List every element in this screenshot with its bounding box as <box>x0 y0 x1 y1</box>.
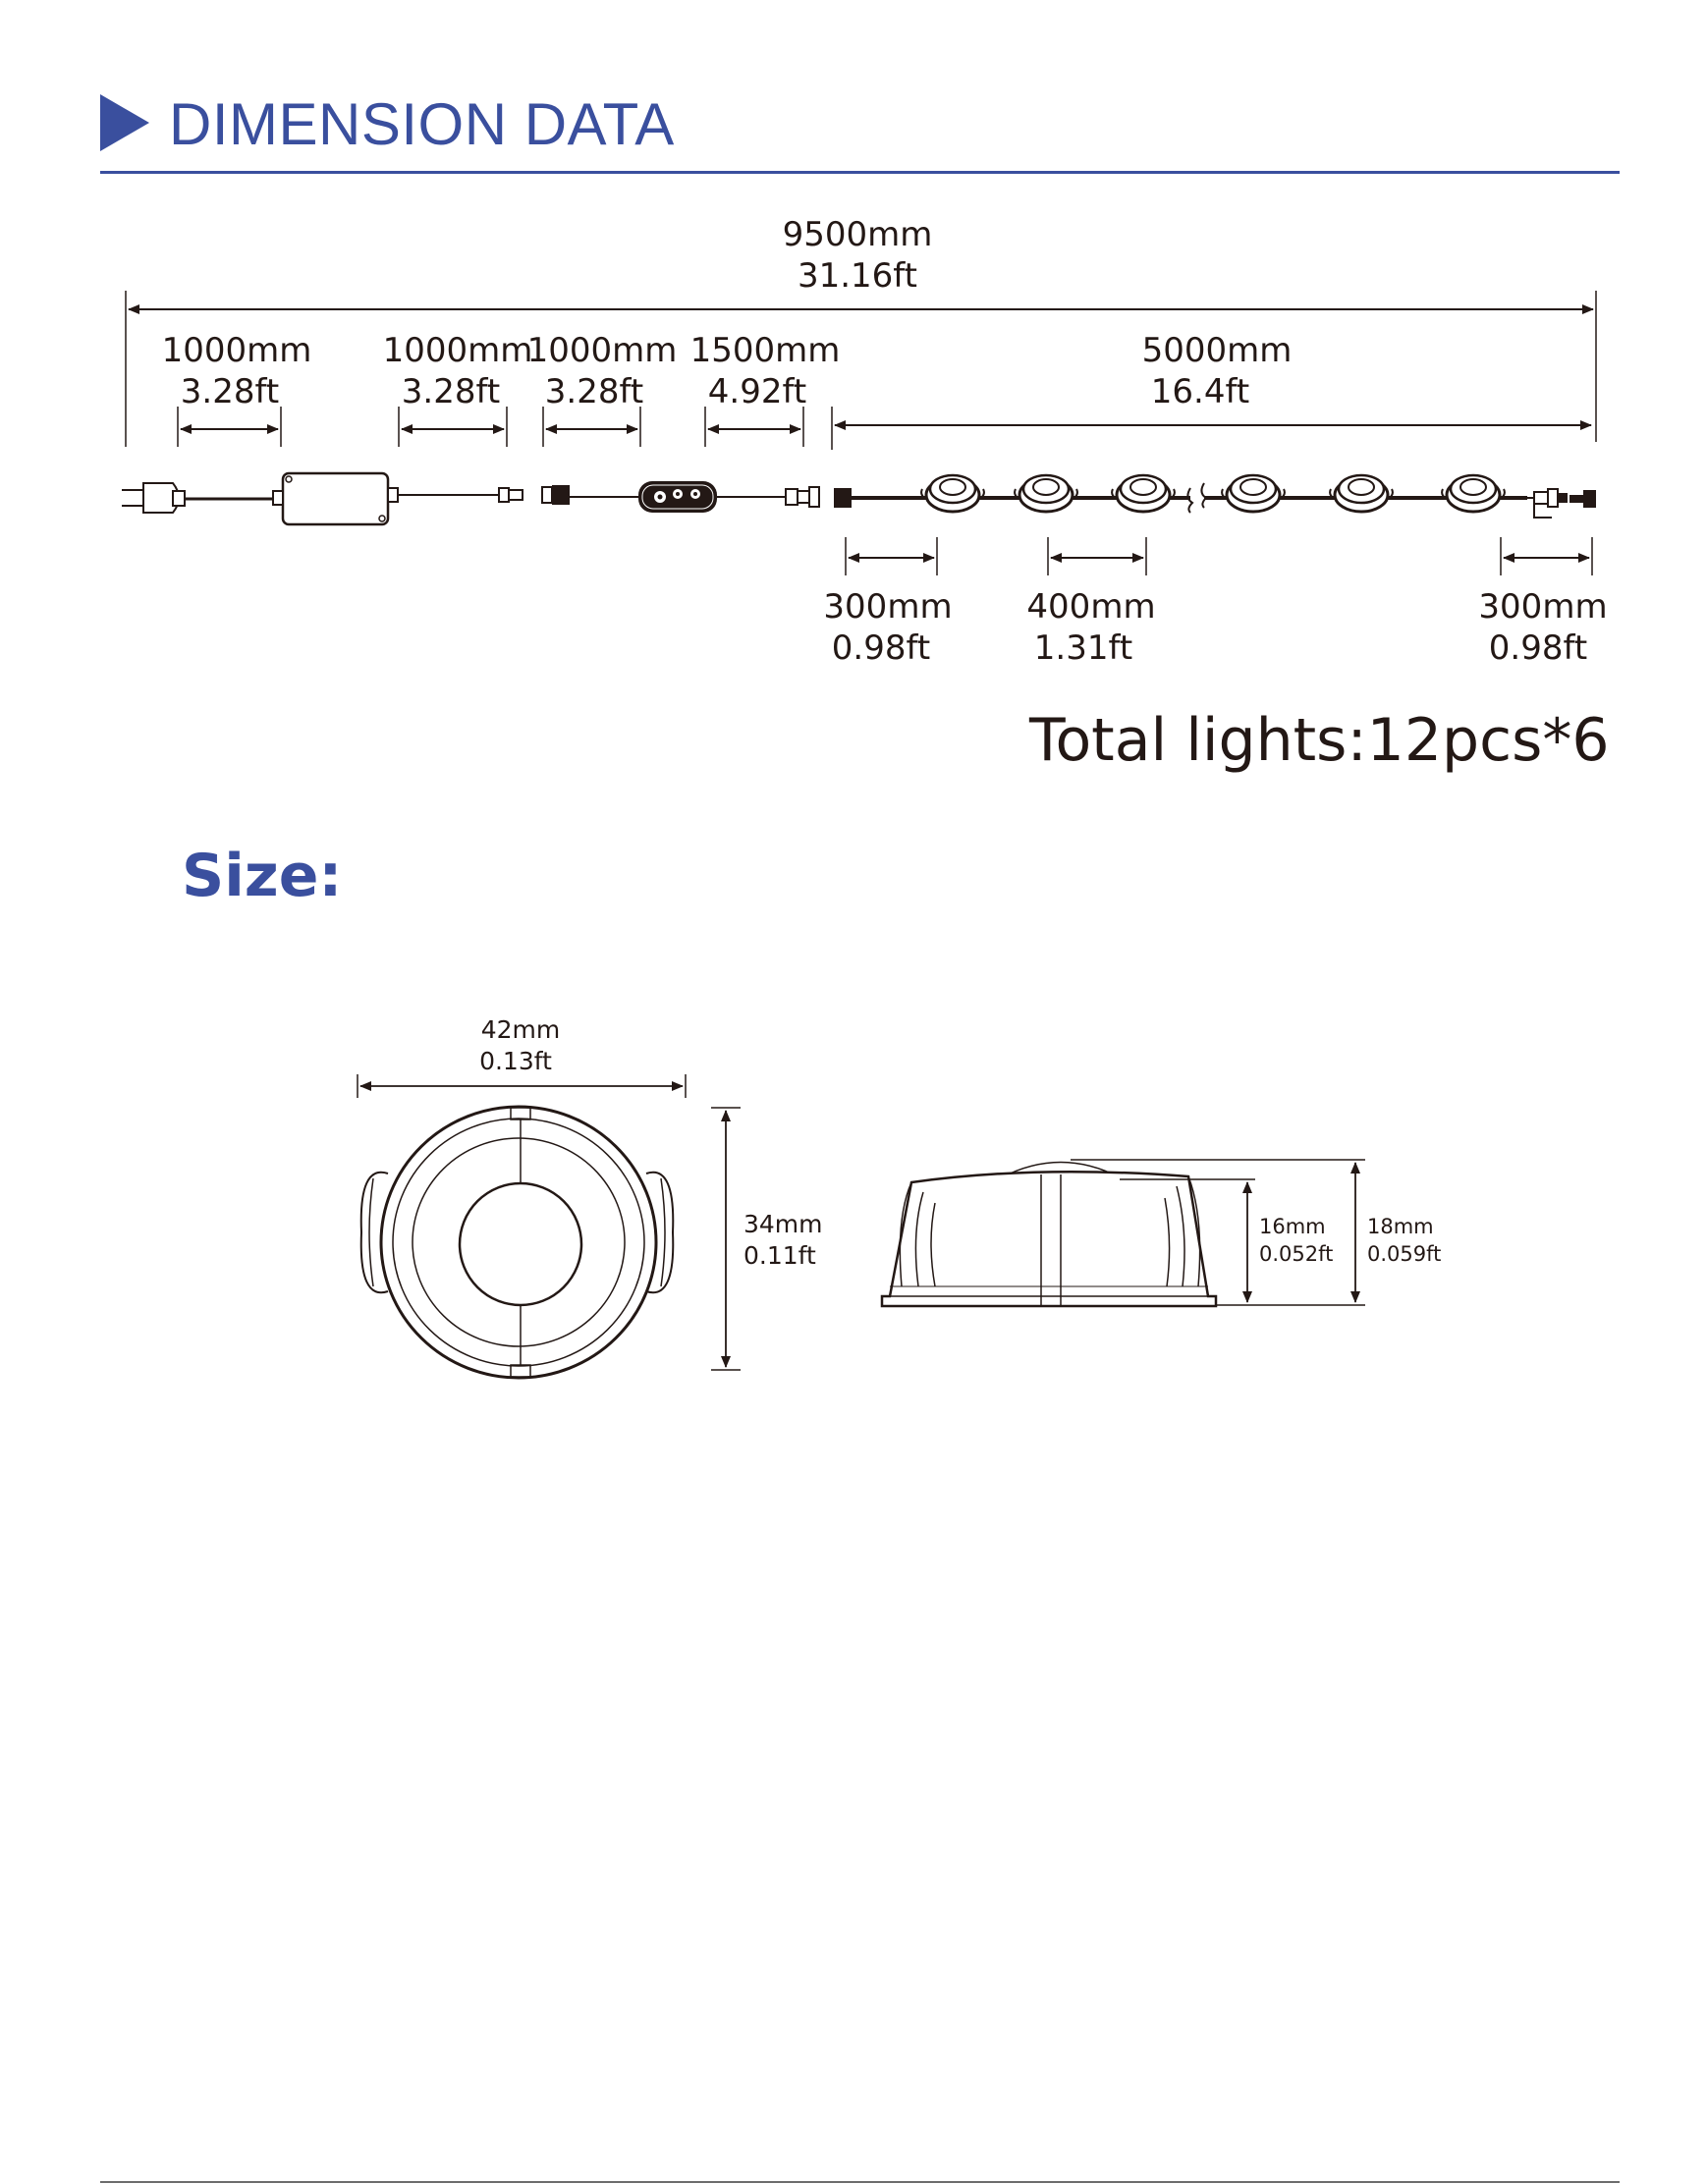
side-view-total-height-mm: 18mm <box>1367 1215 1434 1238</box>
spacing-dimension-2 <box>1026 537 1155 668</box>
top-view-depth-dimension <box>711 1108 823 1370</box>
overall-length-mm: 9500mm <box>782 215 933 254</box>
overall-length-dimension <box>126 215 1596 447</box>
puck-light-icon <box>1015 475 1077 512</box>
segment-dimension-5 <box>832 331 1591 450</box>
top-view-width-mm: 42mm <box>480 1015 561 1044</box>
segment-4-mm: 1500mm <box>689 331 841 370</box>
footer-divider <box>100 2181 1620 2183</box>
segment-dimension-1 <box>162 331 312 447</box>
puck-top-view <box>361 1107 674 1378</box>
power-adapter-icon <box>273 473 398 524</box>
side-view-total-height-ft: 0.059ft <box>1367 1242 1442 1266</box>
connector-icon <box>786 487 852 508</box>
spacing-1-ft: 0.98ft <box>831 628 931 668</box>
page-title: DIMENSION DATA <box>169 91 675 157</box>
segment-4-ft: 4.92ft <box>707 372 807 411</box>
segment-dimension-3 <box>527 331 678 447</box>
segment-3-ft: 3.28ft <box>544 372 644 411</box>
segment-dimension-4 <box>690 331 841 447</box>
end-connector-icon <box>1527 489 1596 518</box>
spacing-3-ft: 0.98ft <box>1488 628 1588 668</box>
top-view-depth-mm: 34mm <box>743 1210 823 1238</box>
segment-1-mm: 1000mm <box>161 331 312 370</box>
segment-dimension-2 <box>383 331 533 447</box>
segment-1-ft: 3.28ft <box>180 372 280 411</box>
spacing-3-mm: 300mm <box>1478 587 1608 627</box>
total-lights-label: Total lights:12pcs*6 <box>1029 706 1610 775</box>
remote-controller-icon <box>638 481 717 513</box>
top-view-width-dimension <box>358 1015 686 1098</box>
puck-side-view <box>882 1163 1216 1307</box>
size-section-heading: Size: <box>182 842 343 910</box>
spacing-1-mm: 300mm <box>823 587 953 627</box>
side-view-body-height-mm: 16mm <box>1259 1215 1326 1238</box>
spacing-2-mm: 400mm <box>1026 587 1156 627</box>
segment-5-mm: 5000mm <box>1141 331 1293 370</box>
spacing-dimension-3 <box>1478 537 1607 668</box>
puck-light-icon <box>921 475 984 512</box>
light-string-drawing <box>122 473 1596 524</box>
puck-light-icon <box>1330 475 1393 512</box>
overall-length-ft: 31.16ft <box>797 256 918 296</box>
power-plug-icon <box>122 483 185 513</box>
puck-light-icon <box>1222 475 1285 512</box>
side-view-body-height-ft: 0.052ft <box>1259 1242 1334 1266</box>
connector-icon <box>499 485 570 505</box>
segment-2-ft: 3.28ft <box>401 372 501 411</box>
segment-3-mm: 1000mm <box>526 331 678 370</box>
cable-break-icon <box>1187 483 1206 513</box>
top-view-width-ft: 0.13ft <box>479 1047 552 1075</box>
puck-light-icon <box>1442 475 1505 512</box>
segment-5-ft: 16.4ft <box>1150 372 1250 411</box>
segment-2-mm: 1000mm <box>382 331 533 370</box>
spacing-dimension-1 <box>823 537 952 668</box>
spacing-2-ft: 1.31ft <box>1033 628 1133 668</box>
puck-light-icon <box>1112 475 1175 512</box>
top-view-depth-ft: 0.11ft <box>743 1241 816 1270</box>
